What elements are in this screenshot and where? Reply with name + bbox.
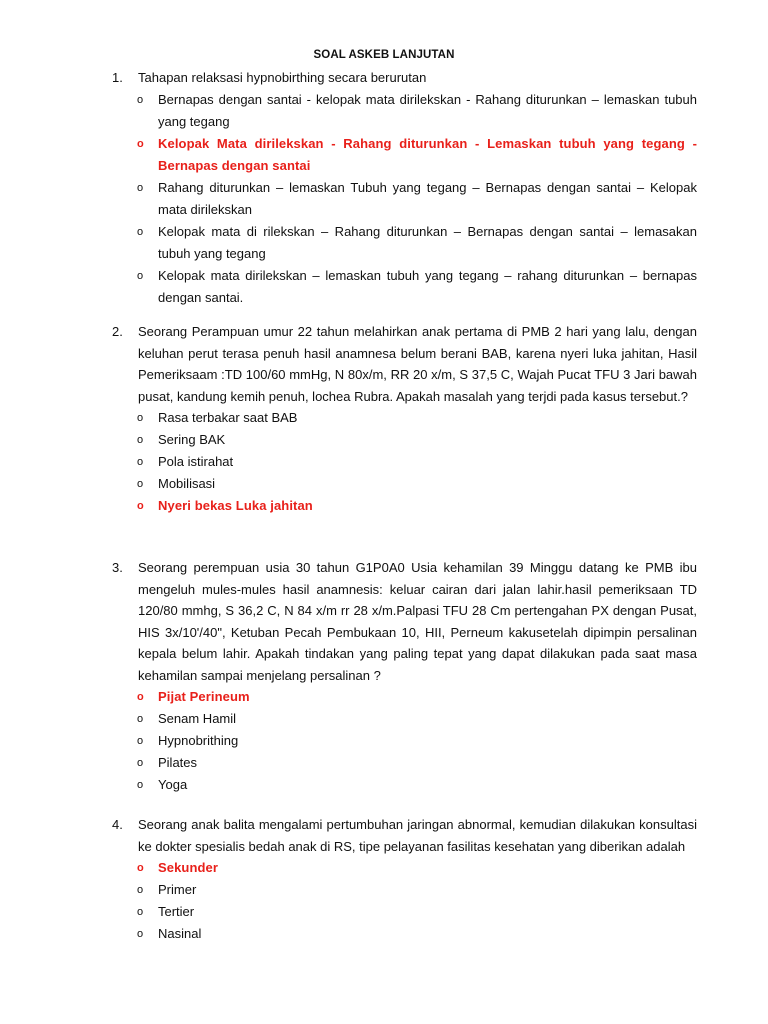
answer-option-text: Rahang diturunkan – lemaskan Tubuh yang tegang – Bernapas dengan santai – Kelopak mata dirilekskan (158, 179, 697, 217)
bullet-icon: o (137, 928, 144, 940)
answer-option-text: Senam Hamil (158, 711, 237, 726)
question-text: Seorang perempuan usia 30 tahun G1P0A0 Usia kehamilan 39 Minggu datang ke PMB ibu mengeluh mules-mules hasil anamnesis: keluar cairan dari jalan lahir.hasil pemeriksaan TD 120/80 mmhg, S 36,2 C, N 84 x/m rr 28 x/m.Palpasi TFU 28 Cm pertengahan PX dengan Pusat, HIS 3x/10'/40", Ketuban Pecah Pembukaan 10, HII, Perneum kakusetelah dipimpin persalinan kepala belum lahir. Apakah tindakan yang paling tepat yang dapat dilakukan pada saat masa kehamilan sampai menjelang persalinan ? (138, 560, 697, 683)
answer-option (112, 177, 697, 221)
answer-option-correct (112, 133, 697, 177)
answer-option (112, 774, 697, 796)
question-header (112, 67, 697, 89)
answer-option-text: Yoga (158, 777, 188, 792)
bullet-icon: o (137, 906, 144, 918)
question-3 (112, 557, 697, 796)
question-text: Seorang anak balita mengalami pertumbuhan jaringan abnormal, kemudian dilakukan konsultasi ke dokter spesialis bedah anak di RS, tipe pelayanan fasilitas kesehatan yang diberikan adalah (138, 817, 697, 854)
bullet-icon: o (137, 93, 144, 106)
answer-option-text: Nyeri bekas Luka jahitan (158, 498, 313, 513)
bullet-icon: o (137, 269, 144, 282)
answer-option (112, 451, 697, 473)
bullet-icon: o (137, 456, 144, 468)
answer-option (112, 221, 697, 265)
answer-options (112, 686, 697, 796)
answer-option (112, 923, 697, 945)
answer-option-text: Primer (158, 882, 197, 897)
question-text: Seorang Perampuan umur 22 tahun melahirkan anak pertama di PMB 2 hari yang lalu, dengan keluhan perut terasa penuh hasil anamnesa belum berani BAB, karena nyeri luka jahitan, Hasil Pemeriksaam :TD 100/60 mmHg, N 80x/m, RR 20 x/m, S 37,5 C, Wajah Pucat TFU 3 Jari bawah pusat, kandung kemih penuh, lochea Rubra. Apakah masalah yang terjdi pada kasus tersebut.? (138, 324, 697, 404)
question-number: 4. (112, 817, 123, 832)
answer-option-text: Pijat Perineum (158, 689, 250, 704)
answer-option-text: Pilates (158, 755, 198, 770)
question-number: 3. (112, 560, 123, 575)
answer-option-text: Pola istirahat (158, 454, 234, 469)
bullet-icon: o (137, 434, 144, 446)
question-header (112, 557, 697, 686)
answer-option (112, 89, 697, 133)
answer-option-text: Mobilisasi (158, 476, 216, 491)
answer-option (112, 265, 697, 309)
bullet-icon: o (137, 862, 144, 874)
bullet-icon: o (137, 713, 144, 725)
answer-option (112, 901, 697, 923)
answer-option-text: Kelopak Mata dirilekskan - Rahang diturunkan - Lemaskan tubuh yang tegang - Bernapas dengan santai (158, 135, 697, 173)
answer-option-correct (112, 686, 697, 708)
answer-option-text: Sering BAK (158, 432, 226, 447)
answer-option-correct (112, 495, 697, 517)
question-number: 2. (112, 324, 123, 339)
question-text: Tahapan relaksasi hypnobirthing secara berurutan (138, 70, 427, 85)
answer-option-correct (112, 857, 697, 879)
question-4 (112, 814, 697, 945)
answer-option (112, 473, 697, 495)
answer-option-text: Kelopak mata di rilekskan – Rahang diturunkan – Bernapas dengan santai – lemasakan tubuh yang tegang (158, 223, 697, 261)
question-header (112, 321, 697, 407)
answer-option (112, 879, 697, 901)
question-header (112, 814, 697, 857)
bullet-icon: o (137, 137, 144, 150)
bullet-icon: o (137, 500, 144, 512)
answer-option (112, 708, 697, 730)
bullet-icon: o (137, 735, 144, 747)
bullet-icon: o (137, 181, 144, 194)
answer-option-text: Bernapas dengan santai - kelopak mata dirilekskan - Rahang diturunkan – lemaskan tubuh yang tegang (158, 91, 697, 129)
question-number: 1. (112, 70, 123, 85)
answer-option-text: Sekunder (158, 860, 219, 875)
bullet-icon: o (137, 757, 144, 769)
answer-option-text: Rasa terbakar saat BAB (158, 410, 298, 425)
answer-option (112, 730, 697, 752)
question-1 (112, 67, 697, 309)
answer-option-text: Tertier (158, 904, 195, 919)
bullet-icon: o (137, 478, 144, 490)
answer-option (112, 429, 697, 451)
question-2 (112, 321, 697, 517)
bullet-icon: o (137, 225, 144, 238)
bullet-icon: o (137, 691, 144, 703)
bullet-icon: o (137, 779, 144, 791)
bullet-icon: o (137, 412, 144, 424)
bullet-icon: o (137, 884, 144, 896)
answer-options (112, 89, 697, 309)
answer-option-text: Hypnobrithing (158, 733, 239, 748)
answer-option-text: Nasinal (158, 926, 202, 941)
answer-options (112, 407, 697, 517)
document-title: SOAL ASKEB LANJUTAN (313, 49, 455, 61)
answer-option (112, 407, 697, 429)
answer-options (112, 857, 697, 945)
answer-option-text: Kelopak mata dirilekskan – lemaskan tubuh yang tegang – rahang diturunkan – bernapas dengan santai. (158, 267, 697, 305)
answer-option (112, 752, 697, 774)
